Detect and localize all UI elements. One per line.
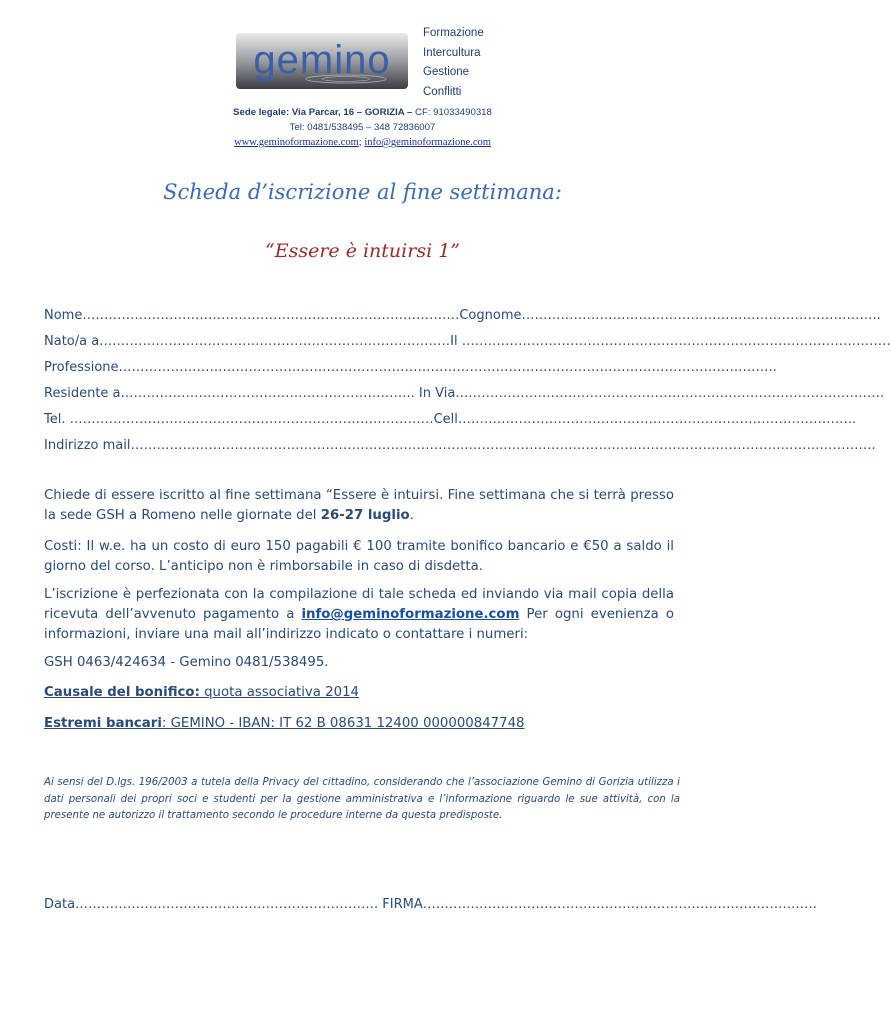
tax-code: CF: 91033490318 [412,107,492,118]
bank-details [44,716,525,731]
logo-graphic [236,33,408,89]
bank-details-value: : GEMINO - IBAN: IT 62 B 08631 12400 000000847748 [161,716,525,731]
paragraph-text: L’iscrizione è perfezionata con la compilazione di tale scheda ed inviando via mail copia della ricevuta dell’avvenuto pagamento a [44,587,674,622]
contact-phones: GSH 0463/424634 - Gemino 0481/538495. [44,655,329,670]
form-line-residence[interactable]: Residente a………………………………………………………….. In Via……………………………………………………………………………………… [44,386,885,401]
web-line [0,137,725,148]
payment-reason-value: quota associativa 2014 [199,685,359,700]
address-bold: Sede legale: Via Parcar, 16 – GORIZIA – [233,107,413,118]
tagline-line: Conflitti [423,85,462,98]
privacy-notice: Ai sensi del D.lgs. 196/2003 a tutela della Privacy del cittadino, considerando che l’associazione Gemino di Gorizia utilizza i dati personali dei propri soci e studenti per la gestione amministrativa e l’informazione riguardo le sue attività, con la presente ne autorizzo il trattamento secondo le procedure interne da questa predisposte. [44,777,680,821]
paragraph-registration [44,585,674,645]
registration-email-link[interactable]: info@geminoformazione.com [301,607,520,622]
payment-reason [44,685,359,700]
signature-line[interactable]: Data……………………………………………………………. FIRMA………………………………………………………………………………. [44,897,817,912]
gemino-logo [236,33,408,89]
form-line-name[interactable]: Nome……………………………………………………………………………Cognome……………………………………………………………………….. [44,308,881,323]
paragraph-end: Per ogni evenienza o informazioni, inviare una mail all’indirizzo indicato o contattare i numeri: [44,607,674,642]
logo-text: gemino [253,38,391,82]
paragraph-end: . [409,508,414,523]
bank-details-label: Estremi bancari [44,716,162,731]
website-link[interactable]: www.geminoformazione.com [234,137,359,148]
form-line-birth[interactable]: Nato/a a………………………………………………………………………Il ……………………………………………………………………………………… [44,334,891,349]
form-line-phone[interactable]: Tel. …………………………………………………………………………Cell……………………………………………………………………………….. [44,412,857,427]
separator: ; [358,137,365,148]
tagline [423,24,484,102]
event-title: “Essere è intuirsi 1” [265,240,460,262]
payment-reason-label: Causale del bonifico: [44,685,200,700]
tagline-line: Formazione [423,27,484,39]
tagline-line: Gestione [423,66,470,78]
event-dates: 26-27 luglio [320,508,410,523]
form-line-profession[interactable]: Professione…………………………………………………………………………………………………………………………………….. [44,360,777,375]
paragraph-text: Chiede di essere iscritto al fine settimana “Essere è intuirsi. Fine settimana che si terrà presso la sede GSH a Romeno nelle giornate del [44,488,674,523]
paragraph-costs: Costi: Il w.e. ha un costo di euro 150 pagabili € 100 tramite bonifico bancario e €50 a saldo il giorno del corso. L’anticipo non è rimborsabile in caso di disdetta. [44,539,674,574]
address-line [0,107,725,118]
phones-line: Tel: 0481/538495 – 348 72836007 [289,122,436,133]
document-title: Scheda d’iscrizione al fine settimana: [163,180,562,204]
paragraph-request [44,486,674,526]
email-link[interactable]: info@geminoformazione.com [364,137,491,148]
tagline-line: Intercultura [423,46,481,59]
form-line-email[interactable]: Indirizzo mail………………………………………………………………………………………………………………………………………………………. [44,438,876,453]
